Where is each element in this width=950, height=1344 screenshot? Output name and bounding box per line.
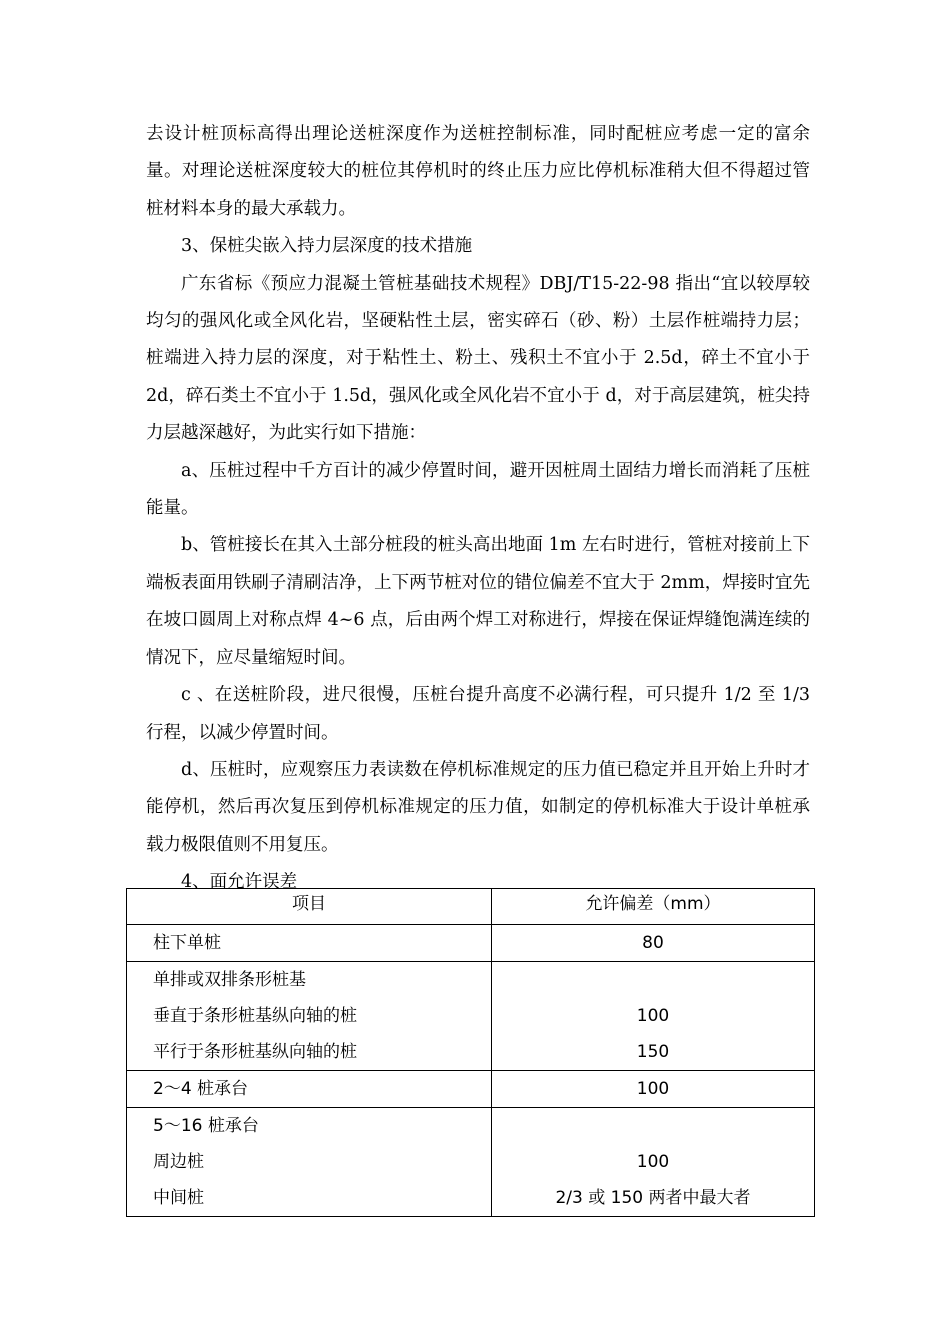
paragraph: d、压桩时，应观察压力表读数在停机标准规定的压力值已稳定并且开始上升时才能停机，然后再次复压到停机标准规定的压力值，如制定的停机标准大于设计单桩承载力极限值则不用复压。: [146, 759, 810, 855]
table-cell-value: 100: [492, 1071, 815, 1108]
tolerance-table: [126, 888, 815, 1217]
paragraph: c 、在送桩阶段，进尺很慢，压桩台提升高度不必满行程，可只提升 1/2 至 1/3 行程，以减少停置时间。: [146, 685, 810, 743]
paragraph: 去设计桩顶标高得出理论送桩深度作为送桩控制标准，同时配桩应考虑一定的富余量。对理论送桩深度较大的桩位其停机时的终止压力应比停机标准稍大但不得超过管桩材料本身的最大承载力。: [146, 124, 810, 219]
table-header-cell: 项目: [127, 889, 492, 925]
table-row: [127, 1108, 815, 1217]
table-cell-value: 80: [492, 925, 815, 962]
paragraph: 广东省标《预应力混凝土管桩基础技术规程》DBJ/T15-22-98 指出“宜以较厚较均匀的强风化或全风化岩，坚硬粘性土层，密实碎石（砂、粉）土层作桩端持力层；桩端进入持力层的深度，对于粘性土、粉土、残积土不宜小于 2.5d，碎土不宜小于 2d，碎石类土不宜小于 1.5d，强风化或全风化岩不宜小于 d，对于高层建筑，桩尖持力层越深越好，为此实行如下措施：: [146, 273, 810, 444]
table-cell-item: 单排或双排条形桩基 垂直于条形桩基纵向轴的桩 平行于条形桩基纵向轴的桩: [127, 962, 492, 1071]
table-row: [127, 1071, 815, 1108]
table-row: [127, 925, 815, 962]
table-cell-value: 100 150: [492, 962, 815, 1071]
document-body: [146, 116, 810, 902]
table-cell-item: 柱下单桩: [127, 925, 492, 962]
section-heading: 4、面允许误差: [181, 872, 298, 893]
table-cell-value: 100 2/3 或 150 两者中最大者: [492, 1108, 815, 1217]
table-cell-item: 2～4 桩承台: [127, 1071, 492, 1108]
table-header-cell: 允许偏差（mm）: [492, 889, 815, 925]
paragraph: b、管桩接长在其入土部分桩段的桩头高出地面 1m 左右时进行，管桩对接前上下端板表面用铁刷子清刷洁净，上下两节桩对位的错位偏差不宜大于 2mm，焊接时宜先在坡口圆周上对称点焊 4~6 点，后由两个焊工对称进行，焊接在保证焊缝饱满连续的情况下，应尽量缩短时间。: [146, 535, 810, 668]
table-cell-item: 5～16 桩承台 周边桩 中间桩: [127, 1108, 492, 1217]
section-heading: 3、保桩尖嵌入持力层深度的技术措施: [181, 236, 473, 257]
table-header-row: [127, 889, 815, 925]
paragraph: a、压桩过程中千方百计的减少停置时间，避开因桩周土固结力增长而消耗了压桩能量。: [146, 460, 810, 519]
table-row: [127, 962, 815, 1071]
